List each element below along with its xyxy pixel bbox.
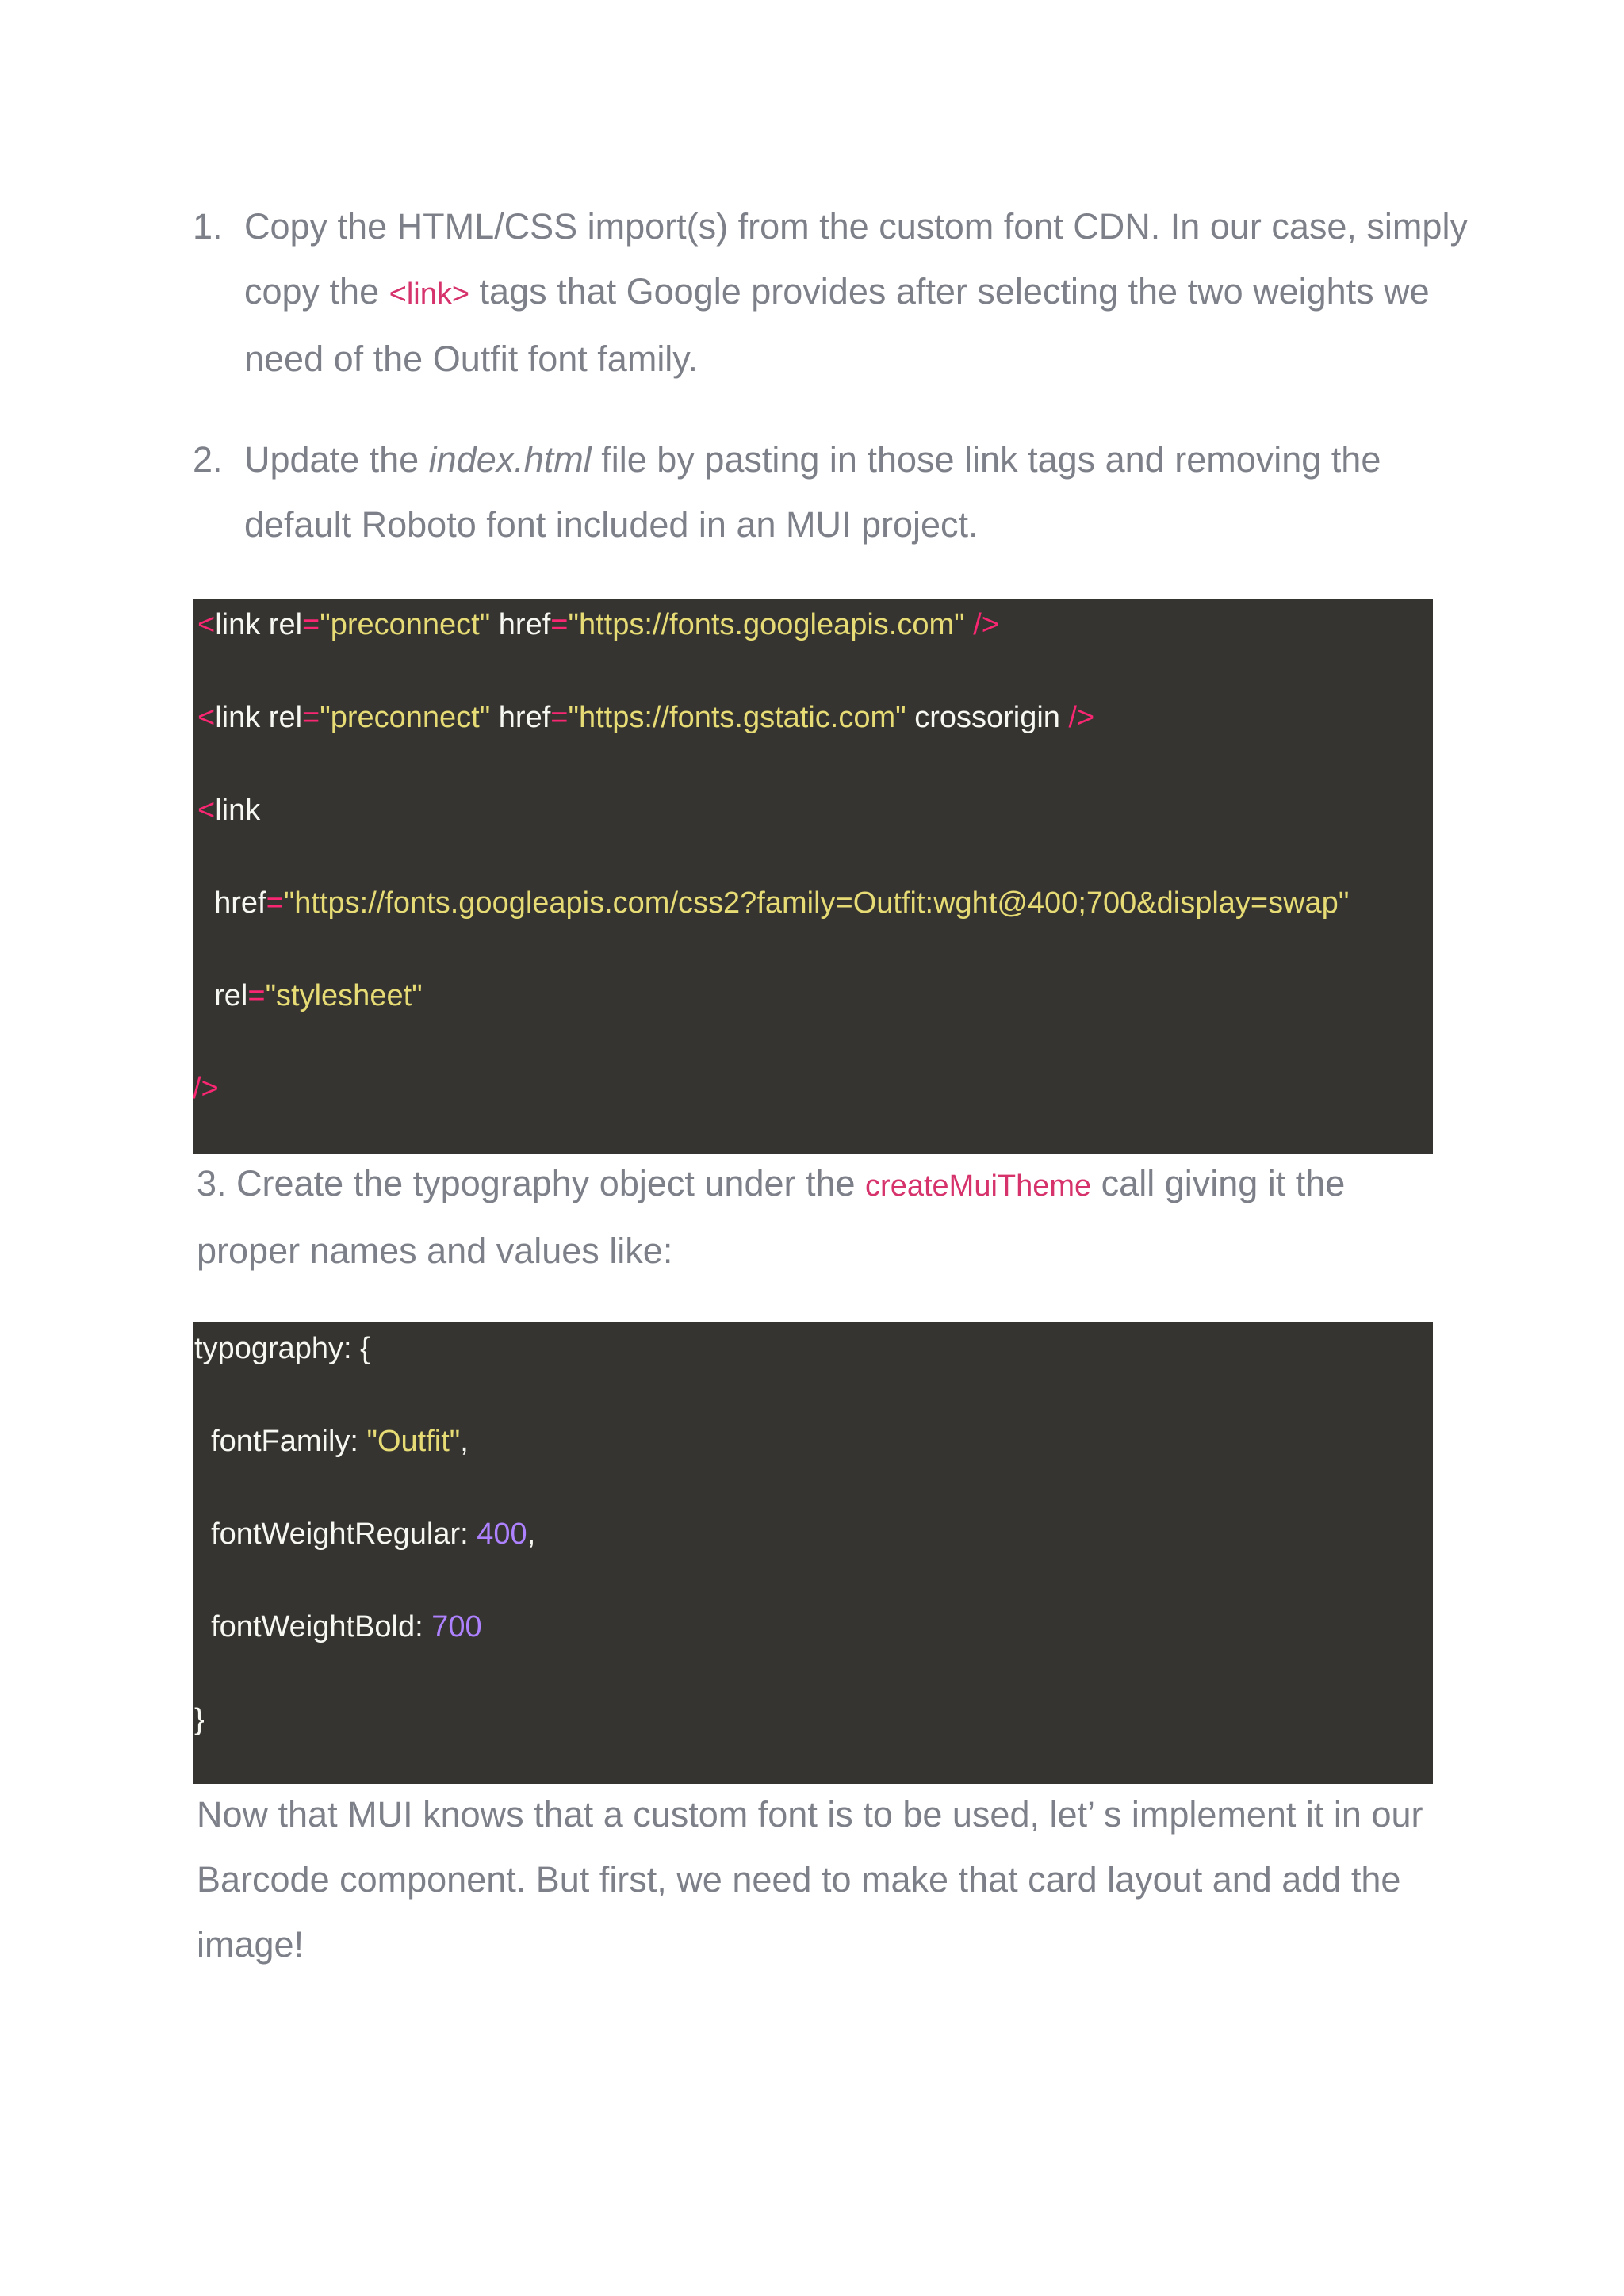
step-3-line-2: proper names and values like: xyxy=(197,1230,673,1271)
code-token: "preconnect" xyxy=(320,701,491,734)
code-token: = xyxy=(550,608,569,641)
code-token: href xyxy=(197,886,266,920)
code-token: = xyxy=(247,979,266,1012)
code-block-link-tags xyxy=(193,599,1433,1154)
code-token: , xyxy=(527,1517,536,1551)
code-token: /> xyxy=(193,1072,219,1105)
index-html-filename: index.html xyxy=(428,439,592,480)
code-token: < xyxy=(197,608,216,641)
list-item-2-line-1 xyxy=(244,427,1381,492)
code2-line-1 xyxy=(194,1330,370,1367)
code-token: rel xyxy=(260,701,303,734)
code-token: "https://fonts.googleapis.com" xyxy=(568,608,965,641)
code-token: "https://fonts.googleapis.com/css2?family=Outfit:wght@400;700&display=swap" xyxy=(283,886,1350,920)
code-line-4 xyxy=(197,885,1349,921)
code-token: "stylesheet" xyxy=(265,979,423,1012)
code-token: href xyxy=(490,701,551,734)
code2-line-2 xyxy=(194,1423,469,1460)
code-line-6 xyxy=(193,1070,219,1107)
closing-line-2: Barcode component. But first, we need to make that card layout and add the xyxy=(197,1859,1401,1900)
code-token: 700 xyxy=(431,1610,482,1644)
code2-line-3 xyxy=(194,1516,535,1552)
code-line-5 xyxy=(197,978,423,1014)
code-token: = xyxy=(550,701,569,734)
list-item-1-line-3: need of the Outfit font family. xyxy=(244,339,698,379)
code-token: "https://fonts.gstatic.com" xyxy=(568,701,906,734)
code-token: fontWeightBold: xyxy=(194,1610,432,1644)
closing-line-1: Now that MUI knows that a custom font is to be used, let’ s implement it in our xyxy=(197,1794,1423,1835)
code-token: = xyxy=(302,701,320,734)
code2-line-4 xyxy=(194,1609,482,1645)
code-token: < xyxy=(197,701,216,734)
list-item-1-line-2 xyxy=(244,259,1468,327)
step-3-line-1-start: 3. Create the typography object under the xyxy=(197,1163,866,1203)
code-token: "preconnect" xyxy=(320,608,491,641)
code-line-2 xyxy=(197,699,1094,736)
code-token: crossorigin xyxy=(906,701,1060,734)
list-item-2-line-1-end: file by pasting in those link tags and removing the xyxy=(591,439,1381,480)
list-item-1 xyxy=(244,194,1468,392)
closing-line-3: image! xyxy=(197,1924,304,1965)
code2-line-5 xyxy=(194,1701,205,1738)
list-item-1-line-1: Copy the HTML/CSS import(s) from the custom font CDN. In our case, simply xyxy=(244,206,1468,247)
code-token: /> xyxy=(964,608,999,641)
list-item-2-line-1-start: Update the xyxy=(244,439,429,480)
inline-code-link: <link> xyxy=(389,277,470,311)
code-token: = xyxy=(302,608,320,641)
code-token: fontFamily: xyxy=(194,1425,367,1458)
code-token: /> xyxy=(1059,701,1095,734)
list-number-2: 2. xyxy=(193,439,223,480)
code-token: } xyxy=(194,1703,205,1736)
step-3-line-1 xyxy=(197,1151,1345,1219)
code-token: < xyxy=(197,794,216,827)
code-token: typography: { xyxy=(194,1332,370,1365)
code-token: rel xyxy=(260,608,303,641)
code-token: 400 xyxy=(477,1517,527,1551)
code-token: link xyxy=(215,608,261,641)
step-3-line-1-end: call giving it the xyxy=(1091,1163,1346,1203)
code-token: rel xyxy=(197,979,248,1012)
list-item-2-line-2: default Roboto font included in an MUI project. xyxy=(244,504,979,545)
list-number-1: 1. xyxy=(193,206,223,247)
code-token: fontWeightRegular: xyxy=(194,1517,477,1551)
code-token: href xyxy=(490,608,551,641)
code-token: "Outfit" xyxy=(366,1425,461,1458)
code-token: link xyxy=(215,701,261,734)
list-item-1-line-2-end: tags that Google provides after selecting the two weights we xyxy=(469,271,1430,312)
code-token: link xyxy=(215,794,261,827)
list-item-1-line-2-start: copy the xyxy=(244,271,389,312)
code-token: , xyxy=(460,1425,469,1458)
list-item-2 xyxy=(244,427,1381,557)
step-3-paragraph xyxy=(197,1151,1345,1284)
code-line-1 xyxy=(197,607,999,643)
code-token: = xyxy=(266,886,284,920)
code-block-typography xyxy=(193,1322,1433,1784)
closing-paragraph xyxy=(197,1782,1423,1977)
code-line-3 xyxy=(197,792,260,828)
inline-code-createmuitheme: createMuiTheme xyxy=(865,1169,1092,1203)
